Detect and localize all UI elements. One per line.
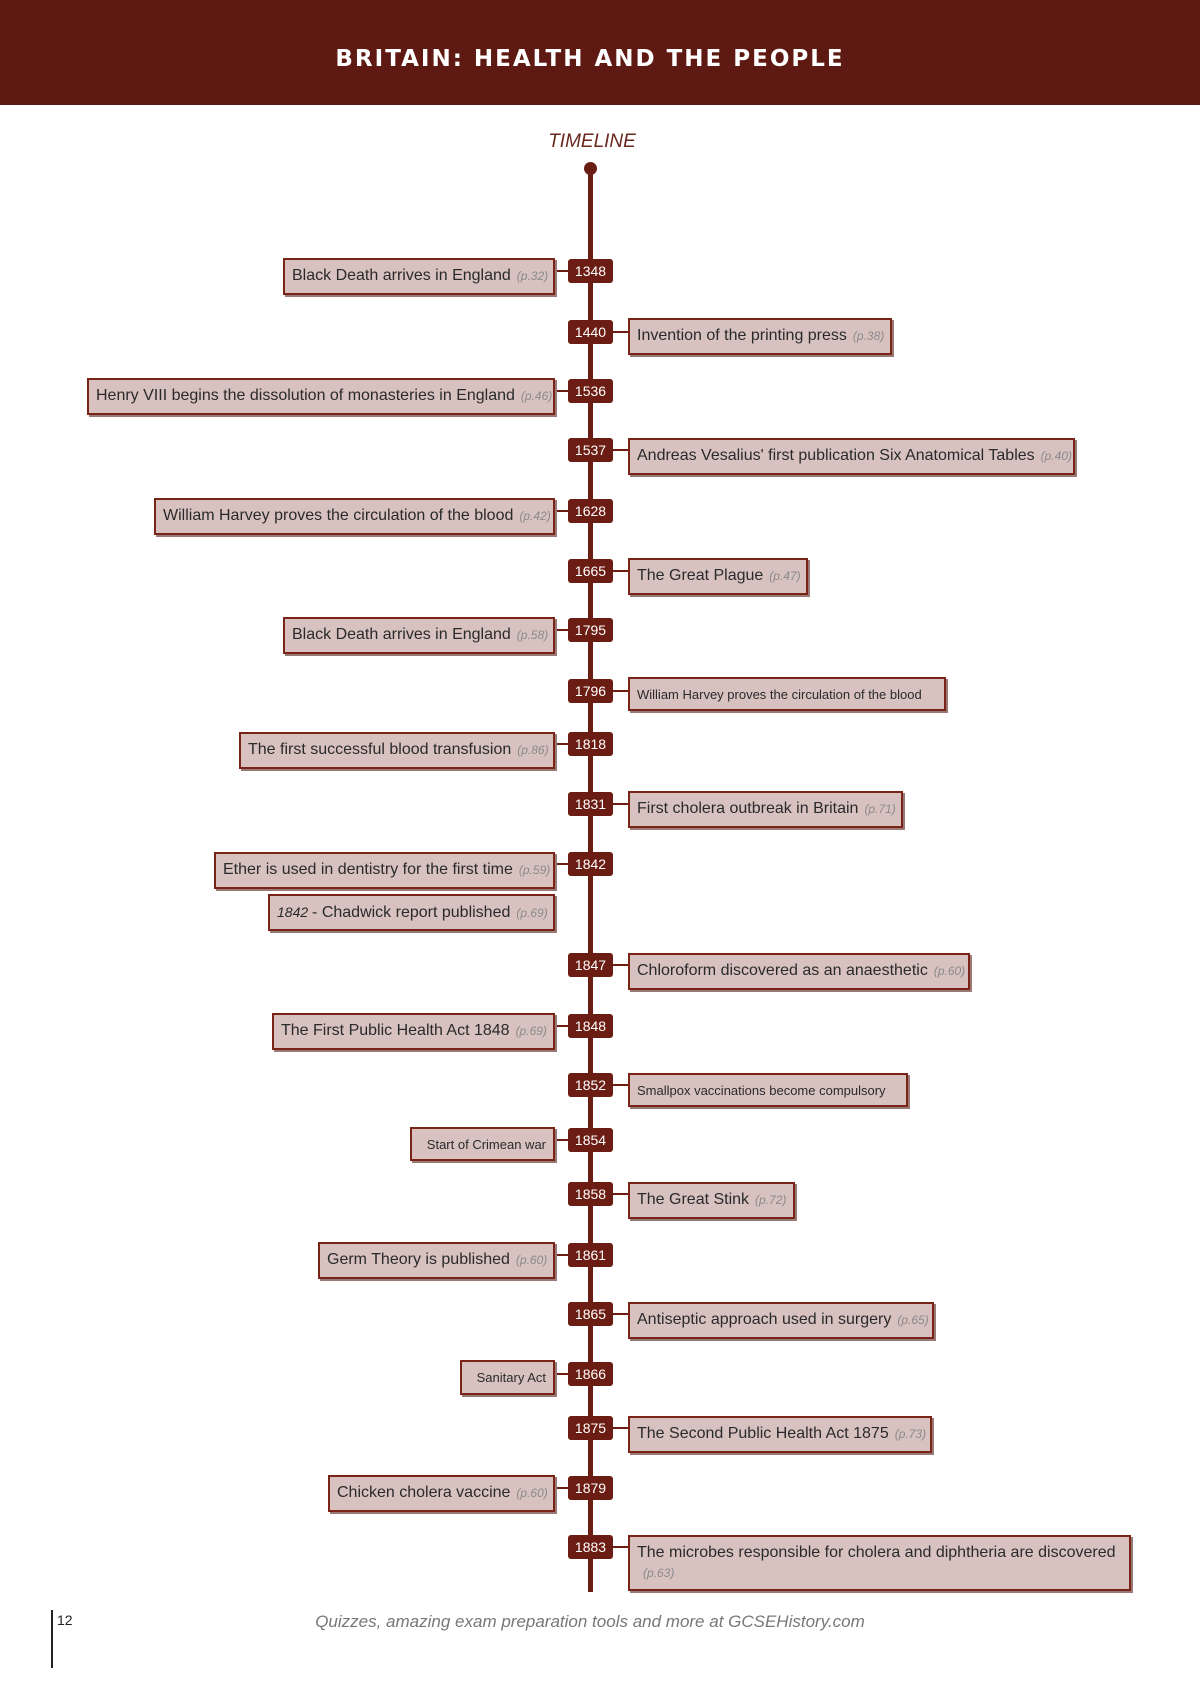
timeline-event — [628, 1535, 1131, 1591]
event-text: Chloroform discovered as an anaesthetic — [637, 962, 928, 979]
page-reference: (p.73) — [894, 1427, 927, 1441]
page-reference: (p.47) — [769, 569, 801, 583]
event-connector — [613, 1313, 628, 1315]
timeline-label: TIMELINE — [548, 131, 636, 152]
page-reference: (p.60) — [515, 1253, 548, 1267]
event-connector — [613, 803, 628, 805]
timeline-event — [87, 378, 555, 415]
timeline-event — [628, 1073, 908, 1107]
page-reference: (p.69) — [516, 906, 548, 920]
year-badge: 1865 — [568, 1302, 613, 1326]
page-reference: (p.59) — [518, 863, 551, 877]
event-text: Invention of the printing press — [637, 327, 847, 344]
event-text: Black Death arrives in England — [292, 626, 511, 643]
event-connector — [613, 570, 628, 572]
page-reference: (p.60) — [933, 964, 966, 978]
page-title: BRITAIN: HEALTH AND THE PEOPLE — [335, 46, 845, 72]
page-reference: (p.60) — [516, 1486, 548, 1500]
timeline-event — [410, 1127, 555, 1161]
year-badge: 1628 — [568, 499, 613, 523]
page-reference: (p.32) — [516, 269, 549, 283]
year-badge: 1854 — [568, 1128, 613, 1152]
year-badge: 1536 — [568, 379, 613, 403]
page-reference: (p.63) — [643, 1566, 675, 1580]
timeline-event — [628, 558, 808, 595]
event-text: The First Public Health Act 1848 — [281, 1022, 510, 1039]
event-text: Germ Theory is published — [327, 1251, 510, 1268]
page-reference: (p.58) — [516, 628, 549, 642]
event-text: William Harvey proves the circulation of the blood — [637, 687, 922, 702]
page-reference: (p.86) — [517, 743, 549, 757]
year-badge: 1795 — [568, 618, 613, 642]
event-text: Sanitary Act — [476, 1370, 546, 1385]
year-badge: 1665 — [568, 559, 613, 583]
timeline-event — [328, 1475, 555, 1512]
event-text: The Second Public Health Act 1875 — [637, 1425, 889, 1442]
event-text: - Chadwick report published — [312, 904, 511, 921]
year-badge: 1842 — [568, 852, 613, 876]
event-text: William Harvey proves the circulation of the blood — [163, 507, 514, 524]
page-reference: (p.71) — [864, 802, 896, 816]
event-text: The Great Stink — [637, 1191, 750, 1208]
event-connector — [555, 743, 568, 745]
year-badge: 1440 — [568, 320, 613, 344]
event-connector — [613, 449, 628, 451]
page-number: 12 — [57, 1612, 73, 1628]
event-connector — [613, 1546, 628, 1548]
event-connector — [555, 390, 568, 392]
page-reference: (p.72) — [755, 1193, 787, 1207]
event-text: The first successful blood transfusion — [248, 741, 512, 758]
page-header — [0, 0, 1200, 105]
event-connector — [555, 863, 568, 865]
page-reference: (p.42) — [519, 509, 551, 523]
timeline-event — [460, 1360, 555, 1395]
year-badge: 1818 — [568, 732, 613, 756]
event-year-inline: 1842 — [277, 904, 313, 920]
year-badge: 1796 — [568, 679, 613, 703]
timeline-event — [628, 791, 903, 828]
timeline-event — [272, 1013, 555, 1050]
timeline-event — [283, 258, 555, 295]
event-text: Chicken cholera vaccine — [337, 1484, 511, 1501]
event-text: Start of Crimean war — [426, 1137, 546, 1152]
timeline-event — [628, 677, 946, 711]
footer-text: Quizzes, amazing exam preparation tools and more at GCSEHistory.com — [315, 1612, 865, 1631]
year-badge: 1879 — [568, 1476, 613, 1500]
event-connector — [555, 1139, 568, 1141]
page-reference: (p.65) — [897, 1313, 929, 1327]
event-text: Ether is used in dentistry for the first time — [223, 861, 513, 878]
timeline-event — [628, 438, 1075, 475]
event-connector — [613, 331, 628, 333]
page-reference: (p.69) — [515, 1024, 547, 1038]
event-connector — [555, 1373, 568, 1375]
year-badge: 1852 — [568, 1073, 613, 1097]
event-connector — [555, 1487, 568, 1489]
year-badge: 1861 — [568, 1243, 613, 1267]
event-connector — [555, 1025, 568, 1027]
year-badge: 1537 — [568, 438, 613, 462]
page-reference: (p.46) — [520, 389, 553, 403]
year-badge: 1847 — [568, 953, 613, 977]
event-connector — [613, 1427, 628, 1429]
event-text: Smallpox vaccinations become compulsory — [637, 1083, 886, 1098]
event-text: The Great Plague — [637, 567, 764, 584]
event-text: The microbes responsible for cholera and diphtheria are discovered — [637, 1544, 1116, 1561]
event-text: First cholera outbreak in Britain — [637, 800, 859, 817]
timeline-event — [239, 732, 555, 769]
event-connector — [555, 270, 568, 272]
event-connector — [613, 690, 628, 692]
timeline-event — [318, 1242, 555, 1279]
event-connector — [613, 1084, 628, 1086]
year-badge: 1866 — [568, 1362, 613, 1386]
year-badge: 1848 — [568, 1014, 613, 1038]
timeline-event — [628, 1302, 934, 1339]
event-text: Henry VIII begins the dissolution of monasteries in England — [96, 387, 515, 404]
timeline-event — [628, 1416, 932, 1453]
timeline-event — [283, 617, 555, 654]
year-badge: 1348 — [568, 259, 613, 283]
timeline-event — [154, 498, 555, 535]
timeline-event — [628, 318, 892, 355]
timeline-event — [214, 852, 555, 889]
timeline-event — [628, 953, 970, 990]
event-connector — [555, 1254, 568, 1256]
year-badge: 1858 — [568, 1182, 613, 1206]
event-connector — [613, 964, 628, 966]
event-connector — [613, 1193, 628, 1195]
page-reference: (p.38) — [852, 329, 885, 343]
event-text: Antiseptic approach used in surgery — [637, 1311, 892, 1328]
event-text: Black Death arrives in England — [292, 267, 511, 284]
timeline-event — [268, 894, 555, 931]
year-badge: 1875 — [568, 1416, 613, 1440]
year-badge: 1883 — [568, 1535, 613, 1559]
timeline-event — [628, 1182, 795, 1219]
event-connector — [555, 510, 568, 512]
event-text: Andreas Vesalius' first publication Six Anatomical Tables — [637, 447, 1035, 464]
page-reference: (p.40) — [1040, 449, 1072, 463]
year-badge: 1831 — [568, 792, 613, 816]
event-connector — [555, 629, 568, 631]
